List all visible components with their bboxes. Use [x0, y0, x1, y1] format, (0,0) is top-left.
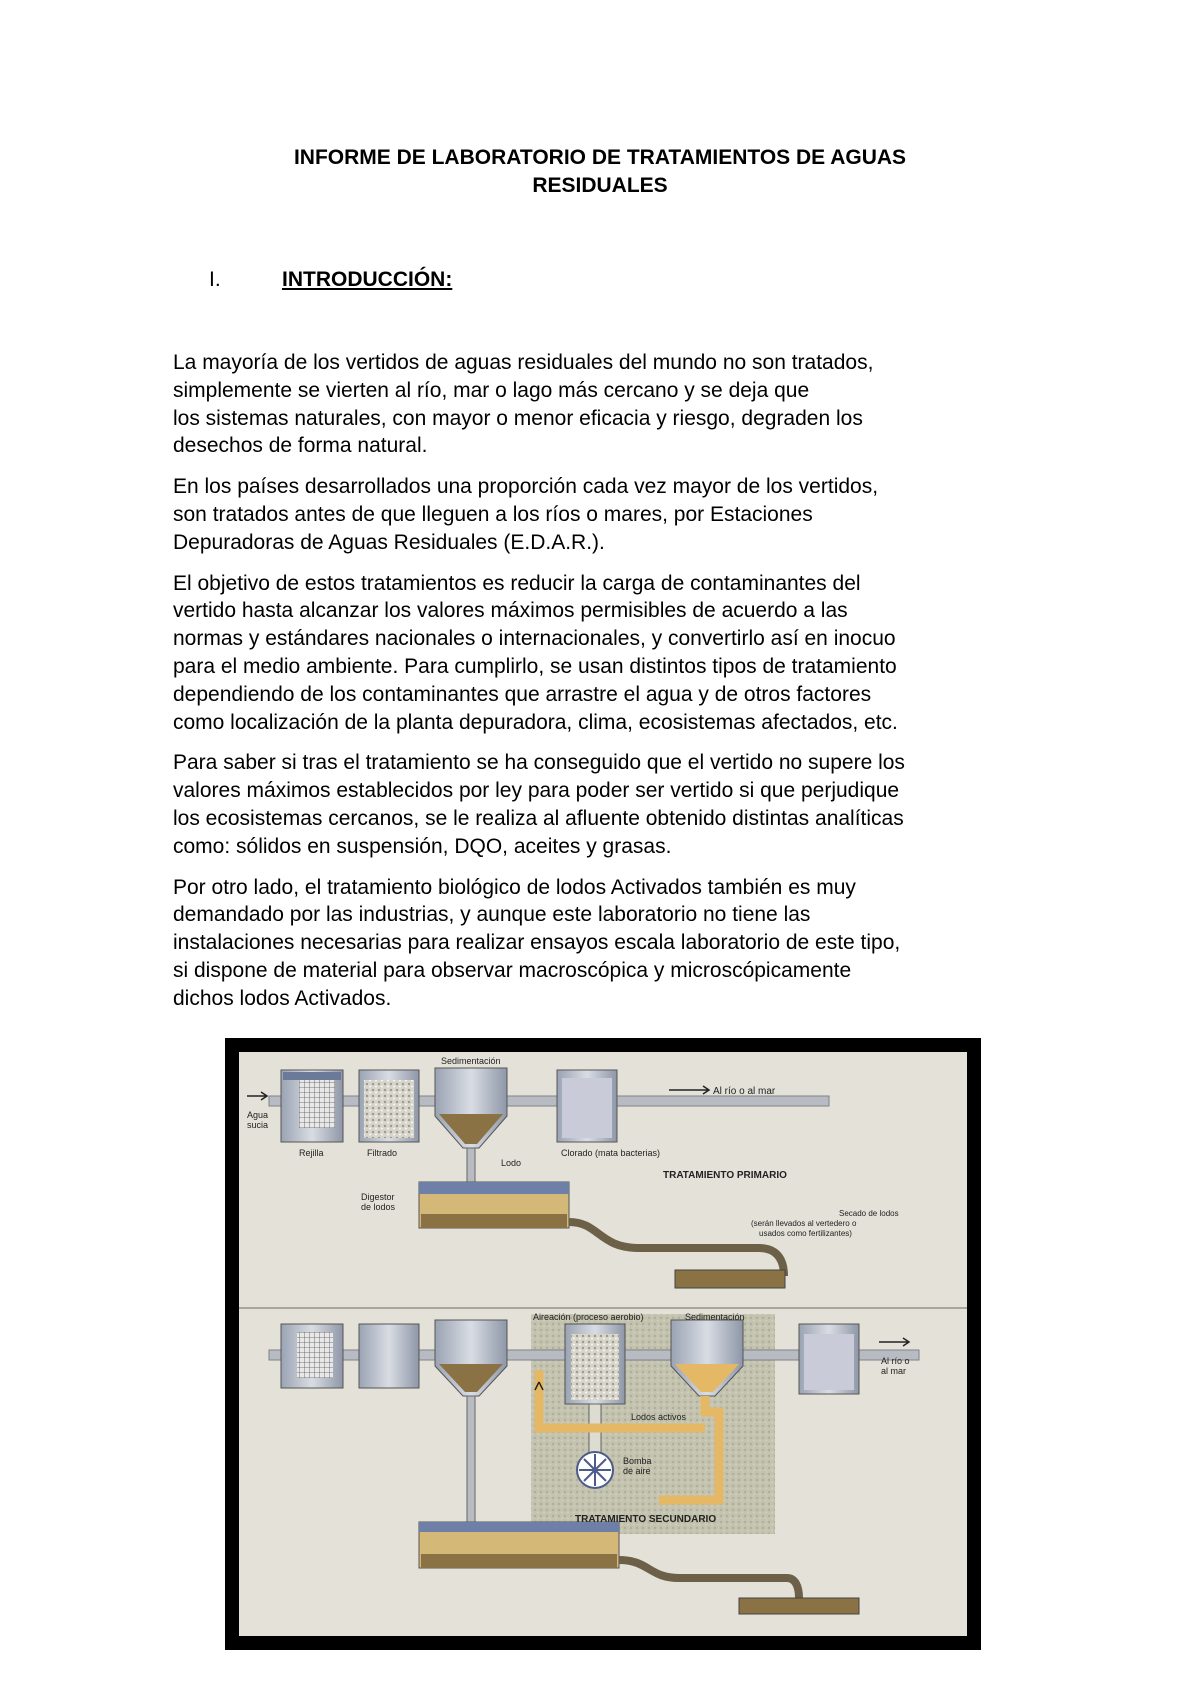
paragraph-line: los sistemas naturales, con mayor o menor eficacia y riesgo, degraden los — [173, 406, 863, 430]
label-aireacion: Aireación (proceso aerobio) — [533, 1312, 644, 1322]
paragraph-1 — [173, 349, 1043, 460]
title-line-2: RESIDUALES — [532, 174, 668, 197]
label-sedimentacion-2: Sedimentación — [685, 1312, 745, 1322]
paragraph-line: dichos lodos Activados. — [173, 986, 392, 1010]
label-sedimentacion: Sedimentación — [441, 1056, 501, 1066]
label-de-aire: de aire — [623, 1466, 651, 1476]
paragraph-line: simplemente se vierten al río, mar o lago más cercano y se deja que — [173, 378, 810, 402]
paragraph-line: La mayoría de los vertidos de aguas residuales del mundo no son tratados, — [173, 351, 874, 374]
secondary-secado-bed — [739, 1598, 859, 1614]
label-al-rio-2: Al río o — [881, 1356, 910, 1366]
paragraph-line: Depuradoras de Aguas Residuales (E.D.A.R.). — [173, 530, 605, 554]
paragraph-line: son tratados antes de que lleguen a los ríos o mares, por Estaciones — [173, 502, 813, 526]
label-secado: Secado de lodos — [839, 1209, 899, 1218]
paragraph-line: desechos de forma natural. — [173, 434, 428, 458]
wastewater-treatment-figure — [225, 1038, 981, 1650]
paragraph-line: vertido hasta alcanzar los valores máximos permisibles de acuerdo a las — [173, 599, 848, 623]
label-sucia: sucia — [247, 1120, 269, 1130]
label-lodos-activos: Lodos activos — [631, 1412, 687, 1422]
paragraph-line: si dispone de material para observar macroscópica y microscópicamente — [173, 958, 852, 982]
paragraph-line: como localización de la planta depuradora, clima, ecosistemas afectados, etc. — [173, 710, 898, 734]
section-number: I. — [209, 268, 221, 291]
secado-bed — [675, 1270, 785, 1288]
treatment-diagram — [239, 1052, 967, 1636]
paragraph-line: los ecosistemas cercanos, se le realiza al afluente obtenido distintas analíticas — [173, 806, 904, 830]
introduction-text — [173, 349, 1043, 1026]
title-line-1: INFORME DE LABORATORIO DE TRATAMIENTOS DE AGUAS — [293, 146, 907, 169]
secondary-heading: TRATAMIENTO SECUNDARIO — [575, 1514, 717, 1525]
document-title — [180, 144, 1020, 200]
label-secado-3: usados como fertilizantes) — [759, 1229, 852, 1238]
label-secado-2: (serán llevados al vertedero o — [751, 1219, 857, 1228]
label-al-rio: Al río o al mar — [713, 1086, 776, 1097]
label-digestor: Digestor — [361, 1192, 395, 1202]
paragraph-5 — [173, 874, 1043, 1013]
section-heading: INTRODUCCIÓN: — [282, 268, 453, 291]
paragraph-line: normas y estándares nacionales o internacionales, y convertirlo así en inocuo — [173, 627, 896, 651]
paragraph-line: como: sólidos en suspensión, DQO, aceites y grasas. — [173, 834, 672, 858]
paragraph-line: Por otro lado, el tratamiento biológico de lodos Activados también es muy — [173, 875, 856, 899]
grid-screen-icon — [299, 1078, 335, 1128]
paragraph-line: instalaciones necesarias para realizar ensayos escala laboratorio de este tipo, — [173, 931, 901, 955]
label-filtrado: Filtrado — [367, 1148, 398, 1158]
label-de-lodos: de lodos — [361, 1202, 396, 1212]
label-clorado: Clorado (mata bacterias) — [561, 1148, 661, 1158]
paragraph-3 — [173, 570, 1043, 737]
primary-heading: TRATAMIENTO PRIMARIO — [663, 1170, 787, 1181]
label-rejilla: Rejilla — [299, 1148, 324, 1158]
label-agua: Agua — [247, 1110, 269, 1120]
primary-pipe — [269, 1096, 829, 1106]
paragraph-line: El objetivo de estos tratamientos es reducir la carga de contaminantes del — [173, 571, 861, 595]
paragraph-2 — [173, 473, 1043, 556]
paragraph-line: Para saber si tras el tratamiento se ha conseguido que el vertido no supere los — [173, 751, 905, 775]
paragraph-line: demandado por las industrias, y aunque este laboratorio no tiene las — [173, 903, 811, 927]
secondary-grid-icon — [297, 1332, 333, 1378]
label-lodo: Lodo — [501, 1158, 522, 1168]
label-al-mar-2: al mar — [881, 1366, 907, 1376]
label-bomba: Bomba — [623, 1456, 652, 1466]
paragraph-line: para el medio ambiente. Para cumplirlo, se usan distintos tipos de tratamiento — [173, 654, 897, 678]
paragraph-line: En los países desarrollados una proporción cada vez mayor de los vertidos, — [173, 475, 879, 499]
paragraph-line: dependiendo de los contaminantes que arrastre el agua y de otros factores — [173, 682, 872, 706]
paragraph-line: valores máximos establecidos por ley para poder ser vertido si que perjudique — [173, 779, 900, 803]
paragraph-4 — [173, 749, 1043, 860]
